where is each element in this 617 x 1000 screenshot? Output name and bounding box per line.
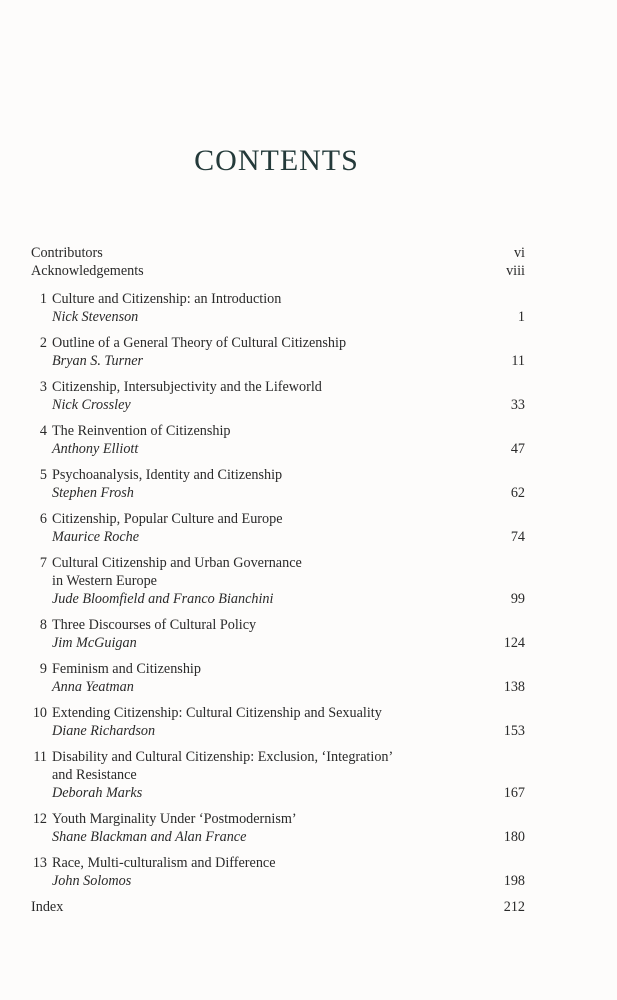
chapter-number: 13 [32, 855, 47, 871]
chapter-title: Culture and Citizenship: an Introduction [52, 291, 282, 307]
chapter-author: Maurice Roche [52, 529, 140, 545]
chapter-title: The Reinvention of Citizenship [52, 423, 231, 439]
toc-entry-contributors [31, 244, 525, 262]
toc-chapter-entry [31, 748, 525, 802]
chapter-author: Deborah Marks [52, 785, 143, 801]
toc-entry-index [31, 898, 525, 916]
toc-chapter-entry [31, 854, 525, 890]
chapter-title: Race, Multi-culturalism and Difference [52, 855, 276, 871]
chapter-author: Shane Blackman and Alan France [52, 829, 247, 845]
toc-entry-page: 212 [503, 899, 525, 915]
chapter-title: Outline of a General Theory of Cultural Citizenship [52, 335, 347, 351]
toc-entry-label: Contributors [31, 245, 103, 261]
chapter-title: Three Discourses of Cultural Policy [52, 617, 257, 633]
toc-chapter-entry [31, 554, 525, 608]
chapter-page-number: 167 [503, 785, 525, 801]
toc-chapter-entry [31, 466, 525, 502]
chapter-page-number: 33 [510, 397, 525, 413]
toc-entry-label: Acknowledgements [31, 263, 144, 279]
chapter-number: 10 [32, 705, 47, 721]
chapter-author: Jim McGuigan [52, 635, 137, 651]
chapter-number: 2 [39, 335, 47, 351]
chapter-number: 1 [39, 291, 47, 307]
chapter-page-number: 124 [503, 635, 525, 651]
chapter-title: in Western Europe [52, 573, 157, 589]
chapter-title: Psychoanalysis, Identity and Citizenship [52, 467, 283, 483]
chapter-page-number: 1 [517, 309, 525, 325]
chapter-title: Disability and Cultural Citizenship: Exclusion, ‘Integration’ [52, 749, 394, 765]
chapter-number: 12 [32, 811, 47, 827]
chapter-author: Anthony Elliott [52, 441, 139, 457]
chapter-page-number: 138 [503, 679, 525, 695]
chapter-list [31, 290, 525, 890]
chapter-author: John Solomos [52, 873, 132, 889]
chapter-title: Feminism and Citizenship [52, 661, 201, 677]
chapter-number: 6 [39, 511, 47, 527]
chapter-author: Bryan S. Turner [52, 353, 144, 369]
chapter-author: Anna Yeatman [52, 679, 134, 695]
toc-entry-page: viii [506, 263, 525, 279]
chapter-page-number: 47 [510, 441, 525, 457]
chapter-number: 8 [39, 617, 47, 633]
toc-chapter-entry [31, 334, 525, 370]
chapter-author: Diane Richardson [52, 723, 156, 739]
chapter-page-number: 62 [510, 485, 525, 501]
chapter-number: 7 [39, 555, 47, 571]
chapter-number: 4 [39, 423, 47, 439]
toc-entry-label: Index [31, 899, 64, 915]
chapter-page-number: 180 [503, 829, 525, 845]
toc-chapter-entry [31, 704, 525, 740]
chapter-number: 9 [39, 661, 47, 677]
chapter-page-number: 198 [503, 873, 525, 889]
chapter-title: Extending Citizenship: Cultural Citizenship and Sexuality [52, 705, 382, 721]
chapter-title: Citizenship, Intersubjectivity and the Lifeworld [52, 379, 322, 395]
page-title: CONTENTS [194, 144, 359, 177]
toc-chapter-entry [31, 510, 525, 546]
chapter-title: and Resistance [52, 767, 137, 783]
toc-chapter-entry [31, 378, 525, 414]
toc-entry-page: vi [513, 245, 525, 261]
toc-entry-acknowledgements [31, 262, 525, 280]
table-of-contents [31, 244, 525, 916]
chapter-title: Citizenship, Popular Culture and Europe [52, 511, 283, 527]
chapter-author: Nick Crossley [52, 397, 131, 413]
chapter-page-number: 153 [503, 723, 525, 739]
chapter-title: Cultural Citizenship and Urban Governance [52, 555, 302, 571]
chapter-page-number: 74 [510, 529, 525, 545]
chapter-number: 11 [33, 749, 47, 765]
toc-chapter-entry [31, 422, 525, 458]
toc-chapter-entry [31, 616, 525, 652]
chapter-author: Nick Stevenson [52, 309, 139, 325]
chapter-author: Stephen Frosh [52, 485, 134, 501]
chapter-page-number: 11 [511, 353, 525, 369]
toc-chapter-entry [31, 660, 525, 696]
chapter-number: 3 [39, 379, 47, 395]
chapter-page-number: 99 [510, 591, 525, 607]
toc-chapter-entry [31, 290, 525, 326]
chapter-number: 5 [39, 467, 47, 483]
chapter-title: Youth Marginality Under ‘Postmodernism’ [52, 811, 297, 827]
toc-chapter-entry [31, 810, 525, 846]
chapter-author: Jude Bloomfield and Franco Bianchini [52, 591, 274, 607]
